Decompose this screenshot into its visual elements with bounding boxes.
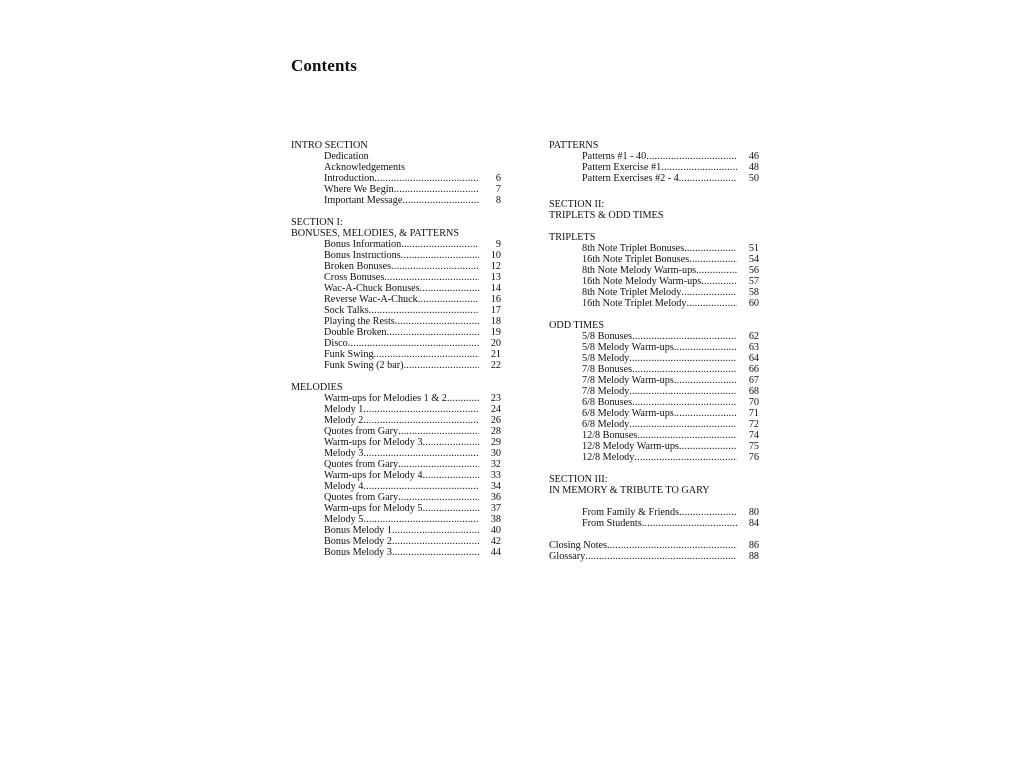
dot-leader (392, 547, 479, 558)
dot-leader (629, 419, 737, 430)
toc-entry-label: Pattern Exercise #1 (582, 162, 662, 173)
toc-entry-label: Pattern Exercises #2 - 4 (582, 173, 679, 184)
toc-entry[interactable] (291, 426, 501, 437)
toc-entry-page: 9 (495, 239, 501, 250)
dot-leader (363, 415, 479, 426)
toc-entry-page: 58 (748, 287, 759, 298)
dot-leader (369, 151, 479, 162)
toc-entry[interactable] (549, 254, 759, 265)
toc-entry-page: 74 (748, 430, 759, 441)
toc-entry-page: 18 (490, 316, 501, 327)
toc-section (549, 199, 759, 221)
toc-entry[interactable] (291, 184, 501, 195)
toc-entry[interactable] (291, 404, 501, 415)
toc-entry-label: From Students (582, 518, 642, 529)
toc-entry-page: 23 (490, 393, 501, 404)
toc-entry-label: Double Broken (324, 327, 387, 338)
toc-entry[interactable] (549, 243, 759, 254)
toc-entry[interactable] (549, 265, 759, 276)
toc-entry-label: 16th Note Triplet Bonuses (582, 254, 690, 265)
toc-entry-page: 24 (490, 404, 501, 415)
toc-entry-label: 16th Note Triplet Melody (582, 298, 687, 309)
toc-entry[interactable] (291, 261, 501, 272)
toc-entry-page: 33 (490, 470, 501, 481)
toc-entry-label: Acknowledgements (324, 162, 405, 173)
toc-entry-label: 7/8 Bonuses (582, 364, 633, 375)
dot-leader (387, 327, 479, 338)
toc-entry[interactable] (291, 151, 501, 162)
toc-entry[interactable] (291, 393, 501, 404)
dot-leader (392, 525, 479, 536)
toc-entry-page: 44 (490, 547, 501, 558)
toc-entry-label: Bonus Melody 1 (324, 525, 392, 536)
toc-section (549, 540, 759, 562)
toc-entry-page: 51 (748, 243, 759, 254)
toc-entry[interactable] (549, 518, 759, 529)
dot-leader (384, 272, 479, 283)
toc-entry-label: Wac-A-Chuck Bonuses (324, 283, 420, 294)
dot-leader (637, 430, 737, 441)
dot-leader (681, 287, 737, 298)
dot-leader (363, 448, 479, 459)
toc-entry-label: Cross Bonuses (324, 272, 385, 283)
toc-entry-page: 29 (490, 437, 501, 448)
dot-leader (418, 294, 479, 305)
toc-entry-page: 10 (490, 250, 501, 261)
dot-leader (679, 507, 737, 518)
dot-leader (398, 426, 479, 437)
toc-entry[interactable] (291, 514, 501, 525)
dot-leader (646, 151, 737, 162)
toc-entry-label: Closing Notes (549, 540, 608, 551)
toc-entry-page: 68 (748, 386, 759, 397)
toc-section-heading: SECTION II: (549, 199, 605, 210)
toc-entry-label: Melody 5 (324, 514, 364, 525)
dot-leader (689, 254, 737, 265)
toc-entry[interactable] (549, 540, 759, 551)
toc-entry-label: Reverse Wac-A-Chuck (324, 294, 418, 305)
toc-entry-label: 12/8 Bonuses (582, 430, 638, 441)
toc-section-heading: SECTION III: (549, 474, 608, 485)
dot-leader (423, 470, 480, 481)
toc-section-heading: IN MEMORY & TRIBUTE TO GARY (549, 485, 710, 496)
dot-leader (394, 184, 479, 195)
toc-entry-label: 5/8 Bonuses (582, 331, 633, 342)
toc-section (291, 382, 501, 558)
toc-entry[interactable] (549, 419, 759, 430)
dot-leader (582, 496, 737, 507)
toc-entry-label: 8th Note Triplet Bonuses (582, 243, 685, 254)
toc-entry[interactable] (291, 547, 501, 558)
toc-entry[interactable] (291, 162, 501, 173)
dot-leader (674, 375, 737, 386)
toc-entry-label: Bonus Information (324, 239, 402, 250)
toc-entry-label: 7/8 Melody Warm-ups (582, 375, 674, 386)
toc-entry-label: Sock Talks (324, 305, 369, 316)
toc-entry[interactable] (291, 448, 501, 459)
toc-entry-page: 17 (490, 305, 501, 316)
toc-entry[interactable] (291, 173, 501, 184)
toc-entry-label: 6/8 Bonuses (582, 397, 633, 408)
toc-entry[interactable] (291, 503, 501, 514)
toc-entry-page: 26 (490, 415, 501, 426)
dot-leader (423, 503, 480, 514)
dot-leader (405, 162, 479, 173)
toc-entry[interactable] (549, 287, 759, 298)
toc-entry-label: Bonus Instructions (324, 250, 401, 261)
toc-entry[interactable] (549, 496, 759, 507)
toc-entry[interactable] (549, 173, 759, 184)
toc-entry-page: 28 (490, 426, 501, 437)
toc-entry-label: Funk Swing (2 bar) (324, 360, 404, 371)
toc-entry-page: 38 (490, 514, 501, 525)
toc-entry-page: 71 (748, 408, 759, 419)
dot-leader (374, 349, 479, 360)
toc-entry-label: Melody 2 (324, 415, 364, 426)
toc-entry-label: Quotes from Gary (324, 426, 399, 437)
toc-section (549, 474, 759, 529)
toc-entry[interactable] (549, 276, 759, 287)
toc-entry[interactable] (549, 386, 759, 397)
toc-entry-label: 6/8 Melody (582, 419, 630, 430)
dot-leader (363, 514, 479, 525)
toc-entry-label: Melody 3 (324, 448, 364, 459)
toc-section-heading: BONUSES, MELODIES, & PATTERNS (291, 228, 460, 239)
toc-entry[interactable] (549, 452, 759, 463)
toc-section-heading: SECTION I: (291, 217, 343, 228)
toc-entry[interactable] (549, 507, 759, 518)
toc-entry-page: 12 (490, 261, 501, 272)
toc-entry[interactable] (291, 272, 501, 283)
toc-entry[interactable] (549, 441, 759, 452)
toc-entry-label: Introduction (324, 173, 375, 184)
toc-entry-page: 50 (748, 173, 759, 184)
dot-leader (684, 243, 737, 254)
toc-entry-page: 86 (748, 540, 759, 551)
toc-entry[interactable] (291, 360, 501, 371)
toc-entry[interactable] (291, 294, 501, 305)
toc-section (549, 320, 759, 463)
toc-entry-page: 8 (495, 195, 501, 206)
toc-entry-label: Playing the Rests (324, 316, 395, 327)
dot-leader (674, 342, 737, 353)
toc-entry-page: 37 (490, 503, 501, 514)
dot-leader (391, 261, 479, 272)
toc-entry-page: 7 (495, 184, 501, 195)
toc-right-column (549, 140, 759, 562)
toc-entry[interactable] (291, 536, 501, 547)
toc-entry-page: 48 (748, 162, 759, 173)
toc-entry-page: 6 (495, 173, 501, 184)
toc-entry-label: Melody 1 (324, 404, 364, 415)
dot-leader (629, 353, 737, 364)
dot-leader (420, 283, 479, 294)
toc-entry-page: 16 (490, 294, 501, 305)
dot-leader (629, 386, 737, 397)
dot-leader (398, 459, 479, 470)
toc-entry[interactable] (291, 415, 501, 426)
toc-entry[interactable] (291, 327, 501, 338)
toc-entry-label: Important Message (324, 195, 403, 206)
toc-entry[interactable] (291, 459, 501, 470)
toc-entry[interactable] (291, 305, 501, 316)
toc-entry-page: 63 (748, 342, 759, 353)
toc-entry-label: 8th Note Triplet Melody (582, 287, 682, 298)
toc-left-column (291, 140, 501, 558)
dot-leader (634, 452, 737, 463)
toc-entry-page (737, 496, 759, 507)
dot-leader (679, 173, 737, 184)
toc-section (291, 217, 501, 371)
dot-leader (404, 360, 479, 371)
toc-entry-label: Dedication (324, 151, 369, 162)
toc-entry[interactable] (291, 316, 501, 327)
toc-entry[interactable] (291, 525, 501, 536)
toc-entry-label: From Family & Friends (582, 507, 680, 518)
toc-section-heading: TRIPLETS (549, 232, 596, 243)
toc-section (291, 140, 501, 206)
toc-entry-page: 32 (490, 459, 501, 470)
toc-entry[interactable] (291, 239, 501, 250)
toc-entry-page: 36 (490, 492, 501, 503)
toc-entry-page: 67 (748, 375, 759, 386)
dot-leader (423, 437, 480, 448)
toc-entry-page: 88 (748, 551, 759, 562)
dot-leader (401, 239, 479, 250)
toc-entry-page: 72 (748, 419, 759, 430)
toc-entry-label: 16th Note Melody Warm-ups (582, 276, 702, 287)
toc-entry-page: 14 (490, 283, 501, 294)
dot-leader (632, 364, 737, 375)
toc-entry-page: 21 (490, 349, 501, 360)
toc-entry-page: 19 (490, 327, 501, 338)
toc-section (549, 140, 759, 184)
dot-leader (632, 397, 737, 408)
toc-entry-label: Melody 4 (324, 481, 364, 492)
toc-entry[interactable] (549, 331, 759, 342)
toc-entry[interactable] (291, 349, 501, 360)
dot-leader (701, 276, 737, 287)
toc-entry-label: 12/8 Melody (582, 452, 635, 463)
toc-entry[interactable] (549, 375, 759, 386)
dot-leader (402, 195, 479, 206)
toc-entry-label: Warm-ups for Melody 5 (324, 503, 423, 514)
toc-entry[interactable] (549, 342, 759, 353)
dot-leader (348, 338, 479, 349)
toc-entry-page: 62 (748, 331, 759, 342)
toc-entry-label: Warm-ups for Melodies 1 & 2 (324, 393, 447, 404)
toc-entry[interactable] (549, 408, 759, 419)
toc-entry-label: Where We Begin (324, 184, 394, 195)
toc-entry[interactable] (549, 397, 759, 408)
toc-entry-page: 64 (748, 353, 759, 364)
toc-entry-page: 46 (748, 151, 759, 162)
toc-entry-page: 34 (490, 481, 501, 492)
toc-entry-label: 5/8 Melody Warm-ups (582, 342, 674, 353)
dot-leader (632, 331, 737, 342)
dot-leader (585, 551, 737, 562)
toc-entry-page: 30 (490, 448, 501, 459)
toc-entry-label: Warm-ups for Melody 3 (324, 437, 423, 448)
toc-entry[interactable] (291, 437, 501, 448)
toc-entry-page: 13 (490, 272, 501, 283)
toc-entry-label: Bonus Melody 2 (324, 536, 392, 547)
toc-entry-label: 12/8 Melody Warm-ups (582, 441, 679, 452)
toc-entry-page: 20 (490, 338, 501, 349)
toc-entry[interactable] (549, 353, 759, 364)
toc-entry-label: Glossary (549, 551, 586, 562)
toc-entry-page: 42 (490, 536, 501, 547)
dot-leader (363, 404, 479, 415)
toc-entry-label: Warm-ups for Melody 4 (324, 470, 423, 481)
toc-section-heading: PATTERNS (549, 140, 599, 151)
toc-entry-page: 84 (748, 518, 759, 529)
toc-entry-label: Broken Bonuses (324, 261, 392, 272)
dot-leader (674, 408, 737, 419)
toc-entry-label: Bonus Melody 3 (324, 547, 392, 558)
toc-entry-page: 40 (490, 525, 501, 536)
toc-entry[interactable] (549, 162, 759, 173)
toc-entry-label: 6/8 Melody Warm-ups (582, 408, 674, 419)
toc-entry[interactable] (549, 551, 759, 562)
toc-entry-label: 7/8 Melody (582, 386, 630, 397)
toc-entry-page: 56 (748, 265, 759, 276)
toc-section-heading: INTRO SECTION (291, 140, 368, 151)
toc-section-heading: ODD TIMES (549, 320, 604, 331)
toc-entry[interactable] (291, 481, 501, 492)
dot-leader (661, 162, 737, 173)
dot-leader (395, 316, 479, 327)
toc-section-heading: TRIPLETS & ODD TIMES (549, 210, 664, 221)
dot-leader (374, 173, 479, 184)
dot-leader (401, 250, 479, 261)
toc-entry-page: 57 (748, 276, 759, 287)
toc-entry[interactable] (291, 195, 501, 206)
dot-leader (607, 540, 737, 551)
dot-leader (696, 265, 737, 276)
toc-section (549, 232, 759, 309)
toc-entry-page: 60 (748, 298, 759, 309)
page-title: Contents (291, 56, 357, 75)
dot-leader (447, 393, 479, 404)
dot-leader (363, 481, 479, 492)
toc-entry[interactable] (549, 430, 759, 441)
dot-leader (392, 536, 479, 547)
dot-leader (642, 518, 737, 529)
toc-entry[interactable] (291, 470, 501, 481)
toc-entry[interactable] (291, 283, 501, 294)
toc-entry[interactable] (291, 492, 501, 503)
toc-entry-label: 5/8 Melody (582, 353, 630, 364)
toc-entry[interactable] (549, 298, 759, 309)
toc-entry-page (479, 162, 501, 173)
toc-entry[interactable] (549, 151, 759, 162)
toc-entry[interactable] (549, 364, 759, 375)
toc-section-heading: MELODIES (291, 382, 343, 393)
toc-entry-page (479, 151, 501, 162)
toc-entry-page: 80 (748, 507, 759, 518)
toc-entry-label: Patterns #1 - 40 (582, 151, 647, 162)
toc-entry-label: Quotes from Gary (324, 492, 399, 503)
toc-entry[interactable] (291, 250, 501, 261)
toc-entry-label: Disco (324, 338, 348, 349)
toc-entry-label: Funk Swing (324, 349, 374, 360)
toc-entry-page: 76 (748, 452, 759, 463)
toc-entry-label: 8th Note Melody Warm-ups (582, 265, 697, 276)
toc-entry-page: 54 (748, 254, 759, 265)
dot-leader (679, 441, 737, 452)
toc-entry[interactable] (291, 338, 501, 349)
dot-leader (686, 298, 737, 309)
toc-entry-page: 66 (748, 364, 759, 375)
toc-entry-page: 70 (748, 397, 759, 408)
toc-entry-label: Quotes from Gary (324, 459, 399, 470)
toc-entry-page: 22 (490, 360, 501, 371)
dot-leader (398, 492, 479, 503)
dot-leader (369, 305, 479, 316)
toc-entry-page: 75 (748, 441, 759, 452)
